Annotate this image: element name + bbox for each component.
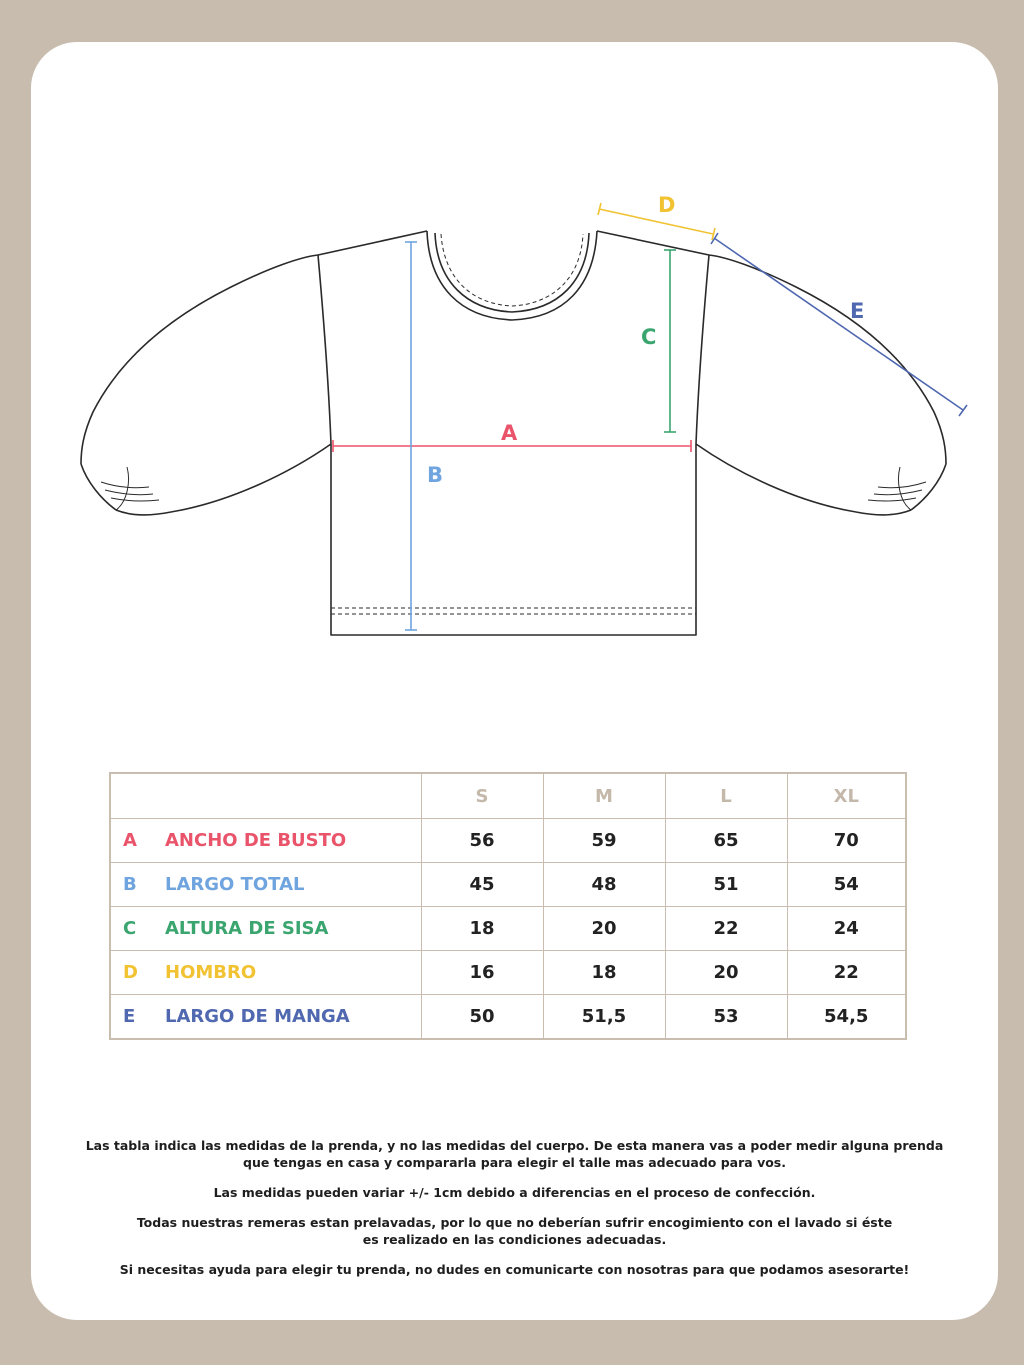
note-line: Si necesitas ayuda para elegir tu prenda, no dudes en comunicarte con nosotras para que podamos asesorarte! [119, 1262, 910, 1277]
table-cell: 51,5 [543, 995, 665, 1040]
measure-letter: C [123, 918, 137, 939]
table-cell: 54 [787, 863, 906, 907]
measure-name: LARGO DE MANGA [165, 1006, 350, 1027]
note-line: Las medidas pueden variar +/- 1cm debido a diferencias en el proceso de confección. [213, 1185, 816, 1200]
table-row-b [110, 863, 906, 907]
table-cell: 54,5 [787, 995, 906, 1040]
measure-letter: A [123, 830, 137, 851]
note-line: Las tabla indica las medidas de la prenda, y no las medidas del cuerpo. De esta manera vas a poder medir alguna prenda [85, 1138, 944, 1153]
table-header-size: S [421, 773, 543, 819]
measure-name-cell [110, 907, 421, 951]
notes-block [51, 1137, 978, 1291]
measure-name-cell [110, 863, 421, 907]
content-card [31, 42, 998, 1320]
label-a: A [501, 421, 518, 445]
table-header-size: L [665, 773, 787, 819]
table-row-a [110, 819, 906, 863]
table-cell: 59 [543, 819, 665, 863]
table-cell: 20 [665, 951, 787, 995]
table-cell: 18 [421, 907, 543, 951]
note-measurements [51, 1137, 978, 1171]
table-cell: 56 [421, 819, 543, 863]
note-line: Todas nuestras remeras estan prelavadas, por lo que no deberían sufrir encogimiento con el lavado si éste [136, 1215, 893, 1230]
label-c: C [641, 325, 657, 349]
table-cell: 18 [543, 951, 665, 995]
note-tolerance [51, 1184, 978, 1201]
table-header-row [110, 773, 906, 819]
table-header-size: XL [787, 773, 906, 819]
table-cell: 70 [787, 819, 906, 863]
measure-name-cell [110, 995, 421, 1040]
left-sleeve [81, 255, 318, 464]
neckline [427, 231, 597, 320]
table-cell: 53 [665, 995, 787, 1040]
label-d: D [658, 193, 676, 217]
measure-letter: E [123, 1006, 136, 1027]
note-line: es realizado en las condiciones adecuadas. [362, 1232, 667, 1247]
measure-name: HOMBRO [165, 962, 257, 983]
table-cell: 20 [543, 907, 665, 951]
note-line: que tengas en casa y compararla para elegir el talle mas adecuado para vos. [243, 1155, 786, 1170]
measure-name: LARGO TOTAL [165, 874, 305, 895]
table-cell: 51 [665, 863, 787, 907]
table-cell: 16 [421, 951, 543, 995]
measure-letter: B [123, 874, 137, 895]
measure-letter: D [123, 962, 138, 983]
table-cell: 45 [421, 863, 543, 907]
measure-name-cell [110, 819, 421, 863]
label-b: B [427, 463, 444, 487]
garment-diagram [31, 42, 998, 762]
table-header-size: M [543, 773, 665, 819]
note-help [51, 1261, 978, 1278]
size-table [109, 772, 907, 1040]
table-row-d [110, 951, 906, 995]
measure-name: ANCHO DE BUSTO [165, 830, 347, 851]
table-cell: 22 [665, 907, 787, 951]
right-sleeve [709, 255, 946, 464]
measure-name-cell [110, 951, 421, 995]
measure-line-c [664, 250, 676, 432]
measure-name: ALTURA DE SISA [165, 918, 329, 939]
table-cell: 65 [665, 819, 787, 863]
measure-line-e [711, 233, 967, 416]
table-cell: 24 [787, 907, 906, 951]
garment-body-outline [331, 444, 696, 635]
table-cell: 50 [421, 995, 543, 1040]
table-row-c [110, 907, 906, 951]
table-cell: 22 [787, 951, 906, 995]
table-header-empty [110, 773, 421, 819]
measure-line-b [405, 242, 417, 630]
table-cell: 48 [543, 863, 665, 907]
note-prewashed [51, 1214, 978, 1248]
table-row-e [110, 995, 906, 1040]
label-e: E [850, 299, 865, 323]
